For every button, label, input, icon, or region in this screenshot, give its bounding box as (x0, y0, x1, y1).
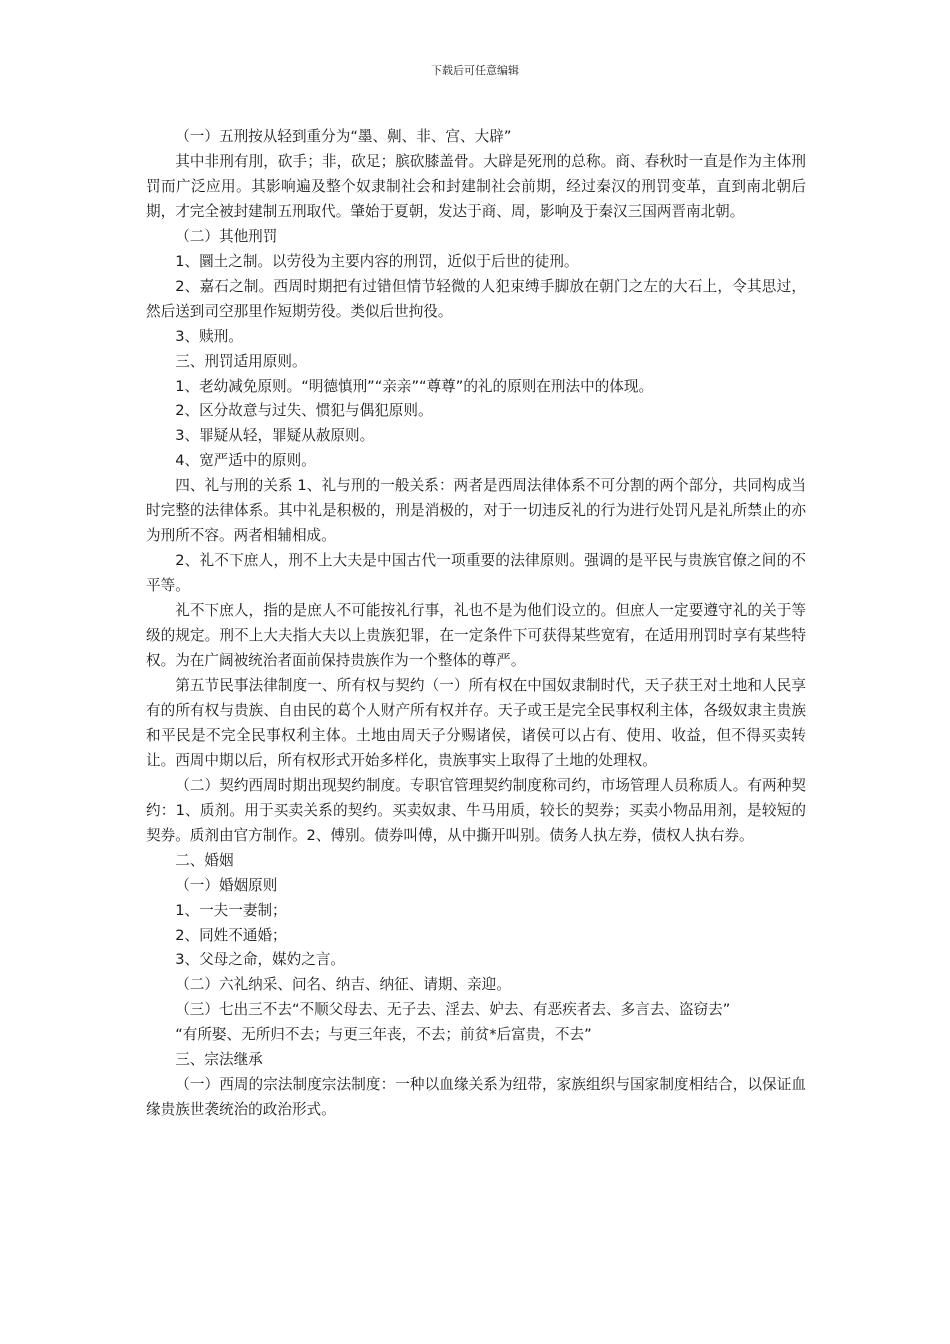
paragraph: 2、礼不下庶人，刑不上大夫是中国古代一项重要的法律原则。强调的是平民与贵族官僚之间的不平等。 (146, 552, 806, 595)
paragraph: “有所娶、无所归不去；与更三年丧，不去；前贫*后富贵，不去” (175, 1026, 592, 1044)
paragraph: 2、嘉石之制。西周时期把有过错但情节轻微的人犯束缚手脚放在朝门之左的大石上，令其思过，然后送到司空那里作短期劳役。类似后世拘役。 (146, 277, 806, 320)
paragraph: 第五节民事法律制度一、所有权与契约（一）所有权在中国奴隶制时代，天子获王对土地和人民享有的所有权与贵族、自由民的葛个人财产所有权并存。天子或王是完全民事权利主体，各级奴隶主贵族和平民是不完全民事权利主体。土地由周天子分赐诸侯，诸侯可以占有、使用、收益，但不得买卖转让。西周中期以后，所有权形式开始多样化，贵族事实上取得了土地的处理权。 (146, 676, 806, 769)
page-header-note: 下载后可任意编辑 (431, 64, 519, 77)
paragraph: （二）六礼纳采、问名、纳吉、纳征、请期、亲迎。 (175, 976, 511, 994)
paragraph: （三）七出三不去“不顺父母去、无子去、淫去、妒去、有恶疾者去、多言去、盗窃去” (175, 1001, 731, 1019)
paragraph: 4、宽严适中的原则。 (175, 452, 316, 470)
paragraph: 三、宗法继承 (175, 1051, 263, 1069)
paragraph: 礼不下庶人，指的是庶人不可能按礼行事，礼也不是为他们设立的。但庶人一定要遵守礼的关于等级的规定。刑不上大夫指大夫以上贵族犯罪，在一定条件下可获得某些宽宥，在适用刑罚时享有某些特权。为在广阔被统治者面前保持贵族作为一个整体的尊严。 (146, 602, 806, 670)
paragraph: 1、一夫一妻制； (175, 901, 287, 919)
paragraph: 1、圜土之制。以劳役为主要内容的刑罚，近似于后世的徒刑。 (175, 252, 579, 270)
paragraph: （一）西周的宗法制度宗法制度：一种以血缘关系为纽带，家族组织与国家制度相结合，以保证血缘贵族世袭统治的政治形式。 (146, 1076, 806, 1119)
paragraph: 1、老幼减免原则。“明德慎刑”“亲亲”“尊尊”的礼的原则在刑法中的体现。 (175, 377, 654, 395)
paragraph: （二）其他刑罚 (175, 227, 278, 245)
paragraph: 2、同姓不通婚； (175, 926, 287, 944)
paragraph: 三、刑罚适用原则。 (175, 352, 307, 370)
paragraph: 3、罪疑从轻，罪疑从赦原则。 (175, 427, 375, 445)
paragraph: （二）契约西周时期出现契约制度。专职官管理契约制度称司约，市场管理人员称质人。有两种契约：1、质剂。用于买卖关系的契约。买卖奴隶、牛马用质，较长的契券；买卖小物品用剂，是较短的契券。质剂由官方制作。2、傅别。债券叫傅，从中撕开叫别。债务人执左券，债权人执右券。 (146, 776, 806, 844)
paragraph: （一）婚姻原则 (175, 876, 278, 894)
paragraph: 3、赎刑。 (175, 327, 243, 345)
paragraph: 二、婚姻 (175, 851, 234, 869)
paragraph: （一）五刑按从轻到重分为“墨、劓、非、宫、大辟” (175, 128, 512, 145)
paragraph: 四、礼与刑的关系 1、礼与刑的一般关系：两者是西周法律体系不可分割的两个部分，共同构成当时完整的法律体系。其中礼是积极的，刑是消极的，对于一切违反礼的行为进行处罚凡是礼所禁止的亦为刑所不容。两者相辅相成。 (146, 477, 806, 545)
paragraph: 3、父母之命，媒妁之言。 (175, 951, 346, 969)
paragraph: 2、区分故意与过失、惯犯与偶犯原则。 (175, 402, 433, 420)
paragraph: 其中非刑有刖，砍手；非，砍足；膑砍膝盖骨。大辟是死刑的总称。商、春秋时一直是作为主体刑罚而广泛应用。其影响遍及整个奴隶制社会和封建制社会前期，经过秦汉的刑罚变革，直到南北朝后期，才完全被封建制五刑取代。肇始于夏朝，发达于商、周，影响及于秦汉三国两晋南北朝。 (146, 152, 806, 220)
document-body (146, 125, 806, 1123)
